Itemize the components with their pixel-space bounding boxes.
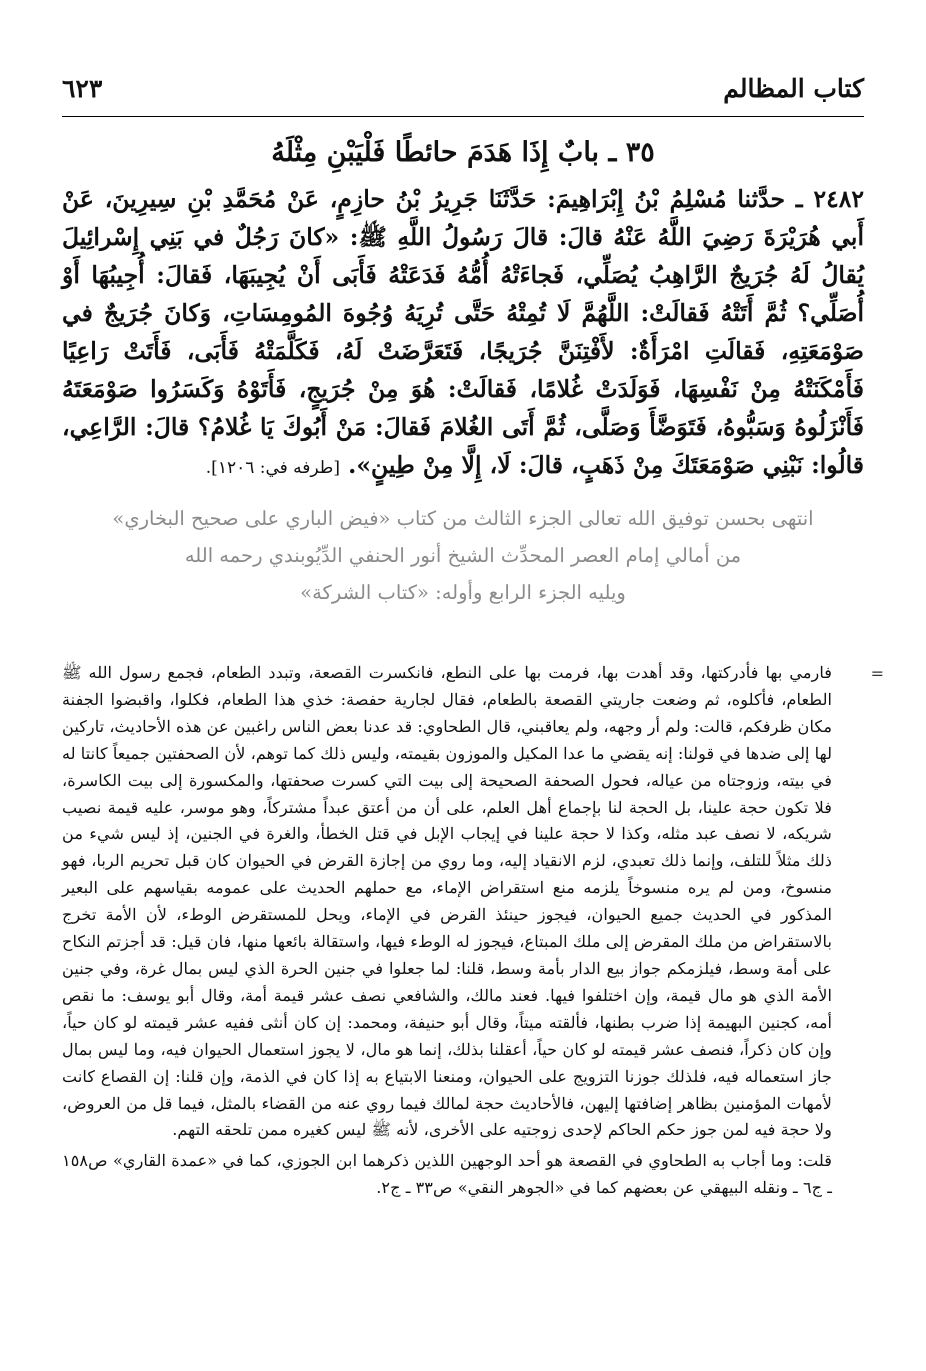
hadith-cross-reference: [طرفه في: ١٢٠٦]. [205, 458, 340, 478]
chapter-heading: ٣٥ ـ بابٌ إِذَا هَدَمَ حائطًا فَلْيَبْنِ مِثْلَهُ [271, 137, 655, 168]
footnotes [62, 660, 832, 1202]
page-number: ٦٢٣ [62, 73, 103, 103]
colophon-line-1: انتهى بحسن توفيق الله تعالى الجزء الثالث من كتاب «فيض الباري على صحيح البخاري» [112, 507, 814, 530]
book-title: كتاب المظالم [723, 73, 864, 103]
hadith-block [62, 180, 864, 487]
footnote-closing: قلت: وما أجاب به الطحاوي في القصعة هو أحد الوجهين اللذين ذكرهما ابن الجوزي، كما في «عمدة القاري» ص١٥٨ ـ ج٦ ـ ونقله البيهقي عن بعضهم كما في «الجوهر النقي» ص٣٣ ـ ج٢. [62, 1151, 832, 1198]
footnote-continuation-marker: = [870, 664, 884, 683]
colophon-line-3: ويليه الجزء الرابع وأوله: «كتاب الشركة» [300, 581, 626, 604]
colophon-line-2: من أمالي إمام العصر المحدِّث الشيخ أنور الحنفي الدِّيُوبندي رحمه الله [184, 544, 742, 567]
hadith-number: ٢٤٨٢ [813, 185, 865, 213]
volume-colophon [62, 500, 864, 611]
hadith-text: ـ حدَّثنا مُسْلِمُ بْنُ إِبْرَاهِيمَ: حَدَّثَنَا جَرِيرُ بْنُ حازِمٍ، عَنْ مُحَمَّدِ بْنِ سِيرِينَ، عَنْ أَبي هُرَيْرَةَ رَضِيَ اللَّهُ عَنْهُ قالَ: قالَ رَسُولُ اللَّهِ ﷺ: «كانَ رَجُلٌ في بَنِي إِسْرائِيلَ يُقالُ لَهُ جُرَيجٌ الرَّاهِبُ يُصَلِّي، فَجاءَتْهُ أُمُّهُ فَدَعَتْهُ فَأَبَى أَنْ يُجِيبَهَا، فَقالَ: أُجِيبُهَا أَوْ أُصَلِّي؟ ثُمَّ أَتَتْهُ فَقالَتْ: اللَّهُمَّ لَا تُمِتْهُ حَتَّى تُرِيَهُ وُجُوهَ المُومِسَاتِ، وَكانَ جُرَيجٌ في صَوْمَعَتِهِ، فَقالَتِ امْرَأَةٌ: لأَفْتِنَنَّ جُرَيجًا، فَتَعَرَّضَتْ لَهُ، فَكَلَّمَتْهُ فَأَبَى، فَأَتَتْ رَاعِيًا فَأَمْكَنَتْهُ مِنْ نَفْسِهَا، فَوَلَدَتْ غُلامًا، فَقالَتْ: هُوَ مِنْ جُرَيجٍ، فَأَتَوْهُ وَكَسَرُوا صَوْمَعَتَهُ فَأَنْزَلُوهُ وَسَبُّوهُ، فَتَوَضَّأَ وَصَلَّى، ثُمَّ أَتَى الغُلامَ فَقالَ: مَنْ أَبُوكَ يَا غُلامُ؟ قالَ: الرَّاعِي، قالُوا: نَبْنِي صَوْمَعَتَكَ مِنْ ذَهَبٍ، قالَ: لَا، إِلَّا مِنْ طِينٍ». [62, 185, 864, 479]
header-rule [62, 116, 864, 117]
footnote-body: فارمي بها فأدركتها، وقد أهدت بها، فرمت بها على النطع، فانكسرت القصعة، وتبدد الطعام، فجمع رسول الله ﷺ الطعام، فأكلوه، ثم وضعت جاريتي القصعة بالطعام، فقال لجارية حفصة: خذي هذا الطعام، فكلوا، واقبضوا الجفنة مكان ظرفكم، قالت: ولم أر وجهه، ولم يعاقبني، قال الطحاوي: قد عدنا بعض الناس راغبين عن هذه الأحاديث، تاركين لها إلى ضدها في قولنا: إنه يقضي ما عدا المكيل والموزون بقيمته، وليس ذلك كما توهم، لأن الصحفتين جميعاً كانتا له في بيته، وزوجتاه من عياله، فحول الصحفة الصحيحة إلى بيت التي كسرت صحفتها، والمكسورة إلى بيت الكاسرة، فلا تكون حجة علينا، بل الحجة لنا بإجماع أهل العلم، على أن من أعتق عبداً مشتركاً، وهو موسر، عليه قيمة نصيب شريكه، لا نصف عبد مثله، وكذا لا حجة علينا في إيجاب الإبل في قتل الخطأ، والغرة في الجنين، إذ ليس شيء من ذلك مثلاً للتلف، وإنما ذلك تعبدي، لزم الانقياد إليه، وما روي من إجازة القرض في الحيوان كان قبل تحريم الربا، فهو منسوخ، ومن لم يره منسوخاً يلزمه منع استقراض الإماء، مع حملهم الحديث على عمومه بقياسهم على البعير المذكور في الحديث جميع الحيوان، فيجوز حينئذ القرض في الإماء، ويحل للمستقرض الوطء، لأن الأمة تخرج بالاستقراض من ملك المقرض إلى ملك المبتاع، فيجوز له الوطء فيها، واستقالة بائعها منها، فان قيل: قد أجزتم النكاح على أمة وسط، فيلزمكم جواز بيع الدار بأمة وسط، قلنا: لما جعلوا في جنين الحرة الذي ليس بمال غرة، وفي جنين الأمة الذي هو مال قيمة، وإن اختلفوا فيها. فعند مالك، والشافعي نصف عشر قيمة أمة، وقال أبو يوسف: ما نقص أمه، كجنين البهيمة إذا ضرب بطنها، فألقته ميتاً، وقال أبو حنيفة، ومحمد: إن كان أنثى ففيه عشر قيمته لو كان حياً، وإن كان ذكراً، فنصف عشر قيمته لو كان حياً، أعقلنا بذلك، إنما هو مال، لا يجوز استعمال الحيوان فيه، وما ليس بمال جاز استعماله فيه، فلذلك جوزنا التزويج على الحيوان، ومنعنا الابتياع به إذا كان في الذمة، وإن قلنا: إن القصاع كانت لأمهات المؤمنين بظاهر إضافتها إليهن، فالأحاديث حجة لمالك فيما روي عنه من القضاء بالمثل، فيما قل من العروض، ولا حجة فيه لمن جوز حكم الحاكم لإحدى زوجتيه على الأخرى، لأنه ﷺ ليس كغيره ممن تلحقه التهم. [62, 663, 832, 1140]
running-head [62, 68, 864, 108]
